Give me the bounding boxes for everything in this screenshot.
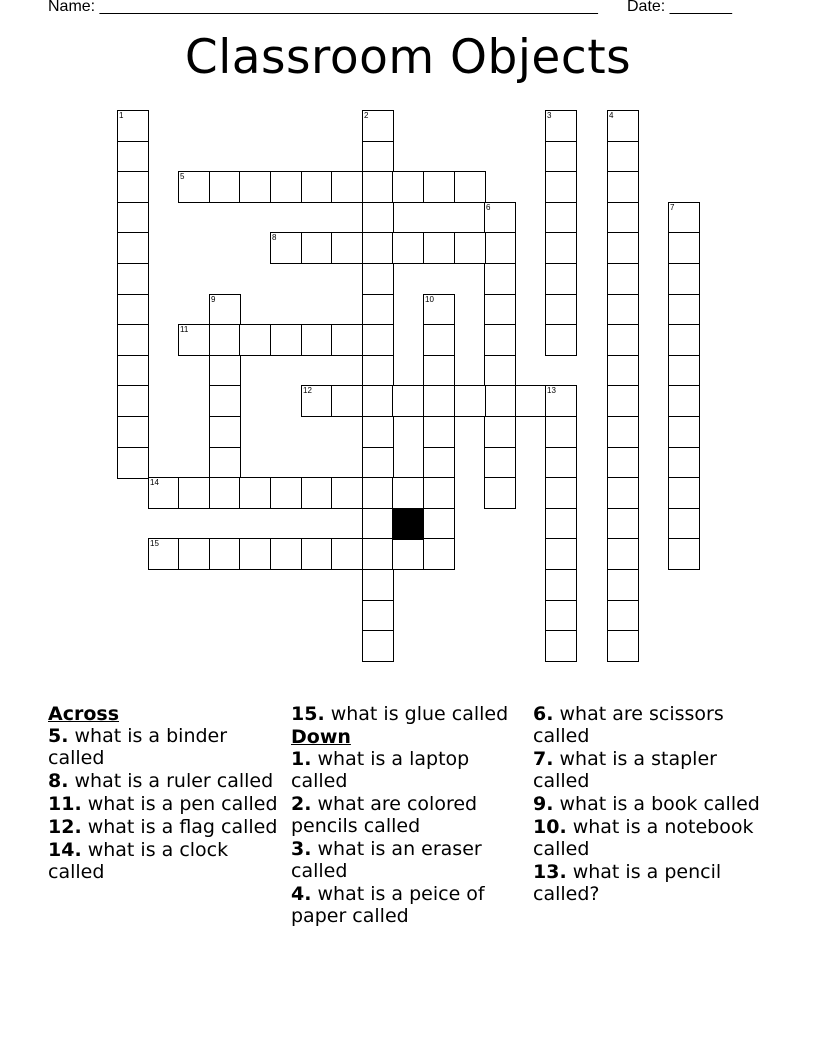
grid-cell[interactable] — [331, 385, 363, 417]
grid-cell[interactable] — [668, 355, 700, 387]
grid-cell[interactable] — [209, 477, 241, 509]
clue-text: what is a ruler called — [68, 770, 274, 792]
clue-number: 13 — [547, 386, 556, 395]
clue — [48, 816, 284, 838]
grid-cell[interactable] — [209, 171, 241, 203]
grid-cell[interactable] — [239, 538, 271, 570]
grid-cell[interactable] — [607, 324, 639, 356]
grid-cell[interactable] — [301, 232, 333, 264]
clue — [533, 816, 769, 860]
clue-number: 3 — [547, 111, 552, 120]
clue-number-label: 5. — [48, 725, 69, 747]
name-field-label: Name: ________________________________________________________ — [48, 0, 598, 15]
grid-cell[interactable] — [178, 171, 210, 203]
grid-cell[interactable] — [484, 324, 516, 356]
grid-cell[interactable] — [270, 324, 302, 356]
grid-cell[interactable] — [392, 477, 424, 509]
clue-text: what is a peice of paper called — [291, 883, 485, 927]
grid-cell[interactable] — [668, 538, 700, 570]
grid-cell[interactable] — [545, 416, 577, 448]
grid-cell[interactable] — [362, 508, 394, 540]
clue — [48, 770, 284, 792]
clue-number-label: 9. — [533, 793, 554, 815]
clue-number: 12 — [303, 386, 312, 395]
across-clue-list-continued — [291, 703, 527, 725]
grid-cell[interactable] — [239, 477, 271, 509]
clue-number: 7 — [670, 203, 675, 212]
grid-cell[interactable] — [423, 416, 455, 448]
grid-cell[interactable] — [270, 477, 302, 509]
across-heading: Across — [48, 703, 120, 725]
grid-cell[interactable] — [178, 477, 210, 509]
clue — [533, 793, 769, 815]
grid-cell[interactable] — [607, 294, 639, 326]
grid-cell[interactable] — [209, 416, 241, 448]
grid-cell[interactable] — [545, 385, 577, 417]
grid-cell[interactable] — [668, 416, 700, 448]
clue-column-1 — [48, 703, 284, 884]
grid-cell[interactable] — [301, 324, 333, 356]
clue-text: what is an eraser called — [291, 838, 482, 882]
clue-number: 5 — [180, 172, 185, 181]
grid-cell[interactable] — [545, 477, 577, 509]
grid-cell[interactable] — [209, 355, 241, 387]
grid-cell[interactable] — [607, 477, 639, 509]
clue-number: 14 — [150, 478, 159, 487]
clue-number-label: 2. — [291, 793, 312, 815]
grid-cell[interactable] — [362, 477, 394, 509]
grid-cell[interactable] — [362, 232, 394, 264]
down-clue-list-continued — [533, 703, 769, 905]
grid-cell[interactable] — [270, 171, 302, 203]
grid-cell[interactable] — [423, 232, 455, 264]
down-clue-list — [291, 748, 527, 927]
clue-text: what is a stapler called — [533, 748, 717, 792]
grid-cell[interactable] — [362, 141, 394, 173]
clue-text: what is a book called — [553, 793, 760, 815]
grid-cell[interactable] — [392, 385, 424, 417]
grid-cell[interactable] — [362, 202, 394, 234]
grid-cell[interactable] — [392, 232, 424, 264]
clue — [291, 703, 527, 725]
grid-cell[interactable] — [668, 508, 700, 540]
clue-number: 1 — [119, 111, 124, 120]
grid-cell[interactable] — [239, 324, 271, 356]
grid-cell[interactable] — [484, 294, 516, 326]
grid-cell[interactable] — [362, 538, 394, 570]
grid-cell[interactable] — [117, 141, 149, 173]
clue-number: 9 — [211, 295, 216, 304]
clue-number: 15 — [150, 539, 159, 548]
grid-cell[interactable] — [117, 171, 149, 203]
clue-number-label: 3. — [291, 838, 312, 860]
clue-number-label: 1. — [291, 748, 312, 770]
grid-cell[interactable] — [545, 171, 577, 203]
grid-cell[interactable] — [607, 355, 639, 387]
grid-cell[interactable] — [301, 385, 333, 417]
grid-cell[interactable] — [484, 202, 516, 234]
grid-cell[interactable] — [515, 385, 547, 417]
grid-cell[interactable] — [301, 171, 333, 203]
clue-number: 4 — [609, 111, 614, 120]
grid-cell[interactable] — [484, 447, 516, 479]
grid-cell[interactable] — [545, 202, 577, 234]
grid-cell[interactable] — [668, 202, 700, 234]
clue-number: 8 — [272, 233, 277, 242]
grid-cell[interactable] — [607, 508, 639, 540]
clue — [533, 703, 769, 747]
grid-cell[interactable] — [392, 171, 424, 203]
grid-cell[interactable] — [545, 232, 577, 264]
clue-text: what is a laptop called — [291, 748, 470, 792]
grid-cell[interactable] — [545, 294, 577, 326]
grid-cell[interactable] — [209, 294, 241, 326]
grid-cell[interactable] — [545, 324, 577, 356]
grid-cell[interactable] — [423, 294, 455, 326]
grid-cell[interactable] — [484, 385, 516, 417]
grid-cell[interactable] — [668, 232, 700, 264]
grid-cell[interactable] — [362, 385, 394, 417]
grid-cell[interactable] — [423, 324, 455, 356]
grid-cell[interactable] — [607, 600, 639, 632]
grid-cell[interactable] — [117, 263, 149, 295]
grid-cell[interactable] — [423, 508, 455, 540]
grid-cell[interactable] — [484, 477, 516, 509]
clue-number: 6 — [486, 203, 491, 212]
grid-cell[interactable] — [668, 477, 700, 509]
grid-cell[interactable] — [392, 538, 424, 570]
clue-text: what are scissors called — [533, 703, 724, 747]
date-field-label: Date: _______ — [627, 0, 732, 15]
grid-cell[interactable] — [117, 294, 149, 326]
grid-cell[interactable] — [545, 263, 577, 295]
grid-cell[interactable] — [668, 263, 700, 295]
clue-number-label: 10. — [533, 816, 567, 838]
clue-number: 10 — [425, 295, 434, 304]
grid-cell[interactable] — [607, 141, 639, 173]
clue-text: what is a clock called — [48, 839, 229, 883]
grid-cell[interactable] — [545, 630, 577, 662]
down-heading: Down — [291, 726, 351, 748]
clue-number-label: 15. — [291, 703, 325, 725]
grid-cell[interactable] — [545, 141, 577, 173]
grid-cell[interactable] — [484, 416, 516, 448]
clue-text: what is a pencil called? — [533, 861, 722, 905]
grid-cell[interactable] — [607, 385, 639, 417]
grid-cell[interactable] — [423, 171, 455, 203]
grid-cell[interactable] — [270, 538, 302, 570]
grid-cell[interactable] — [545, 508, 577, 540]
black-cell — [392, 508, 424, 540]
grid-cell[interactable] — [362, 171, 394, 203]
grid-cell[interactable] — [117, 385, 149, 417]
grid-cell[interactable] — [607, 630, 639, 662]
grid-cell[interactable] — [331, 171, 363, 203]
grid-cell[interactable] — [301, 477, 333, 509]
clue-text: what is a notebook called — [533, 816, 754, 860]
clue — [48, 839, 284, 883]
grid-cell[interactable] — [362, 630, 394, 662]
grid-cell[interactable] — [484, 263, 516, 295]
grid-cell[interactable] — [117, 447, 149, 479]
grid-cell[interactable] — [423, 477, 455, 509]
grid-cell[interactable] — [545, 110, 577, 142]
clue-number: 11 — [180, 325, 189, 334]
grid-cell[interactable] — [668, 324, 700, 356]
clue — [291, 838, 527, 882]
clue-text: what is glue called — [324, 703, 509, 725]
grid-cell[interactable] — [668, 447, 700, 479]
grid-cell[interactable] — [484, 232, 516, 264]
grid-cell[interactable] — [362, 263, 394, 295]
clue-text: what is a pen called — [81, 793, 278, 815]
grid-cell[interactable] — [423, 385, 455, 417]
clue — [48, 793, 284, 815]
clue — [533, 861, 769, 905]
grid-cell[interactable] — [331, 232, 363, 264]
grid-cell[interactable] — [484, 355, 516, 387]
grid-cell[interactable] — [148, 538, 180, 570]
grid-cell[interactable] — [668, 294, 700, 326]
grid-cell[interactable] — [545, 538, 577, 570]
grid-cell[interactable] — [209, 447, 241, 479]
grid-cell[interactable] — [117, 110, 149, 142]
grid-cell[interactable] — [301, 538, 333, 570]
grid-cell[interactable] — [117, 232, 149, 264]
clue — [291, 793, 527, 837]
clue — [291, 748, 527, 792]
page-title: Classroom Objects — [184, 30, 632, 85]
grid-cell[interactable] — [454, 232, 486, 264]
grid-cell[interactable] — [117, 202, 149, 234]
clue-number-label: 13. — [533, 861, 567, 883]
grid-cell[interactable] — [362, 569, 394, 601]
grid-cell[interactable] — [607, 171, 639, 203]
grid-cell[interactable] — [607, 232, 639, 264]
across-clue-list — [48, 725, 284, 883]
grid-cell[interactable] — [668, 385, 700, 417]
clue-number-label: 14. — [48, 839, 82, 861]
grid-cell[interactable] — [423, 355, 455, 387]
clue-text: what are colored pencils called — [291, 793, 478, 837]
clue-text: what is a binder called — [48, 725, 228, 769]
grid-cell[interactable] — [362, 324, 394, 356]
grid-cell[interactable] — [545, 600, 577, 632]
grid-cell[interactable] — [607, 202, 639, 234]
grid-cell[interactable] — [362, 355, 394, 387]
clue-number-label: 11. — [48, 793, 82, 815]
clue — [533, 748, 769, 792]
grid-cell[interactable] — [178, 324, 210, 356]
grid-cell[interactable] — [117, 416, 149, 448]
grid-cell[interactable] — [423, 447, 455, 479]
grid-cell[interactable] — [607, 416, 639, 448]
grid-cell[interactable] — [331, 477, 363, 509]
clue — [291, 883, 527, 927]
clue-column-3 — [533, 703, 769, 906]
grid-cell[interactable] — [178, 538, 210, 570]
grid-cell[interactable] — [423, 538, 455, 570]
clue — [48, 725, 284, 769]
clue-number-label: 4. — [291, 883, 312, 905]
clue-number: 2 — [364, 111, 369, 120]
grid-cell[interactable] — [362, 600, 394, 632]
grid-cell[interactable] — [607, 538, 639, 570]
grid-cell[interactable] — [362, 110, 394, 142]
grid-cell[interactable] — [148, 477, 180, 509]
grid-cell[interactable] — [607, 263, 639, 295]
grid-cell[interactable] — [454, 385, 486, 417]
grid-cell[interactable] — [331, 324, 363, 356]
grid-cell[interactable] — [270, 232, 302, 264]
grid-cell[interactable] — [607, 569, 639, 601]
grid-cell[interactable] — [362, 294, 394, 326]
grid-cell[interactable] — [209, 385, 241, 417]
clue-number-label: 7. — [533, 748, 554, 770]
grid-cell[interactable] — [545, 447, 577, 479]
grid-cell[interactable] — [209, 538, 241, 570]
clue-number-label: 6. — [533, 703, 554, 725]
grid-cell[interactable] — [454, 171, 486, 203]
clue-text: what is a flag called — [81, 816, 278, 838]
grid-cell[interactable] — [545, 569, 577, 601]
grid-cell[interactable] — [362, 416, 394, 448]
grid-cell[interactable] — [117, 355, 149, 387]
grid-cell[interactable] — [331, 538, 363, 570]
grid-cell[interactable] — [607, 447, 639, 479]
grid-cell[interactable] — [362, 447, 394, 479]
grid-cell[interactable] — [117, 324, 149, 356]
grid-cell[interactable] — [607, 110, 639, 142]
grid-cell[interactable] — [239, 171, 271, 203]
grid-cell[interactable] — [209, 324, 241, 356]
clue-column-2 — [291, 703, 527, 928]
clue-number-label: 8. — [48, 770, 69, 792]
clue-number-label: 12. — [48, 816, 82, 838]
